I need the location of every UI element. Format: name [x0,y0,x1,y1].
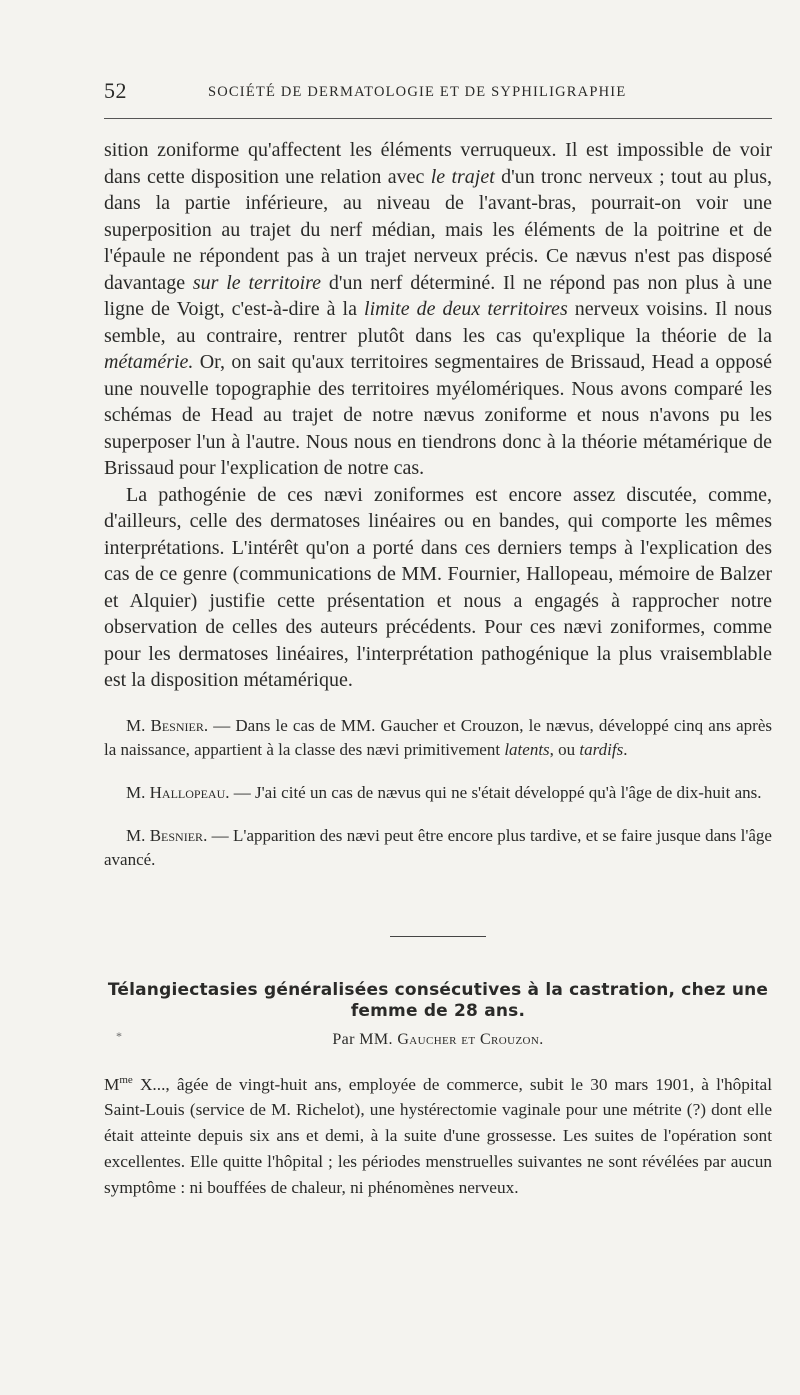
section-separator [390,936,486,937]
salutation: M [104,1074,120,1094]
text-run: Or, on sait qu'aux territoires segmentaires de Brissaud, Head a opposé une nouvelle topographie des territoires myélomériques. Nous avons comparé les schémas de Head au trajet de notre nævus zoniforme et nous n'avons pu les superposer l'un à l'autre. Nous nous en tiendrons donc à la théorie métamérique de Brissaud pour l'explication de notre cas. [104,351,772,479]
speaker-title: M. [126,825,150,845]
article-byline [104,1028,772,1049]
text-run: . — Dans le cas de MM. Gaucher et Crouzon, le nævus, développé cinq ans après la naissance, appartient à la classe des nævi primitivement [104,715,772,759]
body-text [104,137,772,1201]
discussion-remark [104,781,772,805]
speaker-name: Besnier [150,715,204,735]
italic-term: sur le territoire [192,271,322,294]
byline-end: . [539,1030,544,1048]
speaker-title: M. [126,782,150,802]
article-paragraph [104,1067,772,1202]
article-title-line: femme de 28 ans. [350,1000,526,1021]
italic-term: le trajet [430,165,495,188]
text-run: nerveux voisins. Il nous semble, au contraire, rentrer plutôt dans les cas qu'explique la théorie de la [104,298,772,347]
asterisk-mark: * [116,1028,123,1043]
article-title [104,980,772,1022]
text-run: . — L'apparition des nævi peut être encore plus tardive, et se faire jusque dans l'âge avancé. [104,825,772,869]
header-rule [104,118,772,119]
paragraph-continued [104,137,772,482]
text-run: d'un tronc nerveux ; tout au plus, dans la partie inférieure, au niveau de l'avant-bras, pourrait-on voir une superposition au trajet du nerf médian, mais les éléments de la poitrine et de l'épaule ne répondent pas à un trajet nerveux précis. Ce nævus n'est pas disposé davantage [104,165,773,294]
speaker-name: Hallopeau [149,782,226,802]
byline-prefix: Par MM. [332,1030,398,1048]
italic-term: tardifs [579,739,624,759]
salutation-superscript: me [119,1073,133,1086]
article-title-line: Télangiectasies généralisées consécutives à la castration, chez une [107,979,769,1000]
speaker-title: M. [126,715,151,735]
text-run: d'un nerf déterminé. Il ne répond pas non plus à une ligne de Voigt, c'est-à-dire à la [104,271,772,320]
italic-term: limite de deux territoires [364,298,568,320]
main-text [104,137,772,694]
text-run: . — J'ai cité un cas de nævus qui ne s'était développé qu'à l'âge de dix-huit ans. [225,782,762,802]
article-text [104,1067,772,1202]
italic-term: latents [504,739,550,759]
text-run: . [623,739,628,759]
speaker-name: Besnier [149,825,204,845]
page-header [104,78,772,106]
discussion-remark [104,824,772,872]
paragraph-pathogenie: La pathogénie de ces nævi zoniformes est encore assez discutée, comme, d'ailleurs, celle des dermatoses linéaires ou en bandes, qui comporte les mêmes interprétations. L'intérêt qu'on a porté dans ces derniers temps à l'explication des cas de ce genre (communications de MM. Fournier, Hallopeau, mémoire de Balzer et Alquier) justifie cette présentation et nous a engagés à rapprocher notre observation de celles des auteurs précédents. Pour ces nævi zoniformes, comme pour les dermatoses linéaires, l'interprétation pathogénique la plus vraisemblable est la disposition métamérique. [104,483,772,691]
running-head: SOCIÉTÉ DE DERMATOLOGIE ET DE SYPHILIGRAPHIE [208,84,627,100]
text-run: sition zoniforme qu'affectent les éléments verruqueux. Il est impossible de voir dans cette disposition une relation avec [104,139,772,188]
page-number: 52 [104,78,127,103]
text-run: , ou [549,739,580,759]
italic-term: métamérie. [104,351,194,373]
text-run: X..., âgée de vingt-huit ans, employée de commerce, subit le 30 mars 1901, à l'hôpital Saint-Louis (service de M. Richelot), une hystérectomie vaginale pour une métrite (?) dont elle était atteinte depuis six ans et demi, à la suite d'une grossesse. Les suites de l'opération sont excellentes. Elle quitte l'hôpital ; les périodes menstruelles suivantes ne sont révélées par aucun symptôme : ni bouffées de chaleur, ni phénomènes nerveux. [104,1074,772,1198]
discussion [104,714,772,872]
byline-authors: Gaucher et Crouzon [397,1030,540,1048]
document-page [104,0,772,1395]
discussion-remark [104,714,772,762]
